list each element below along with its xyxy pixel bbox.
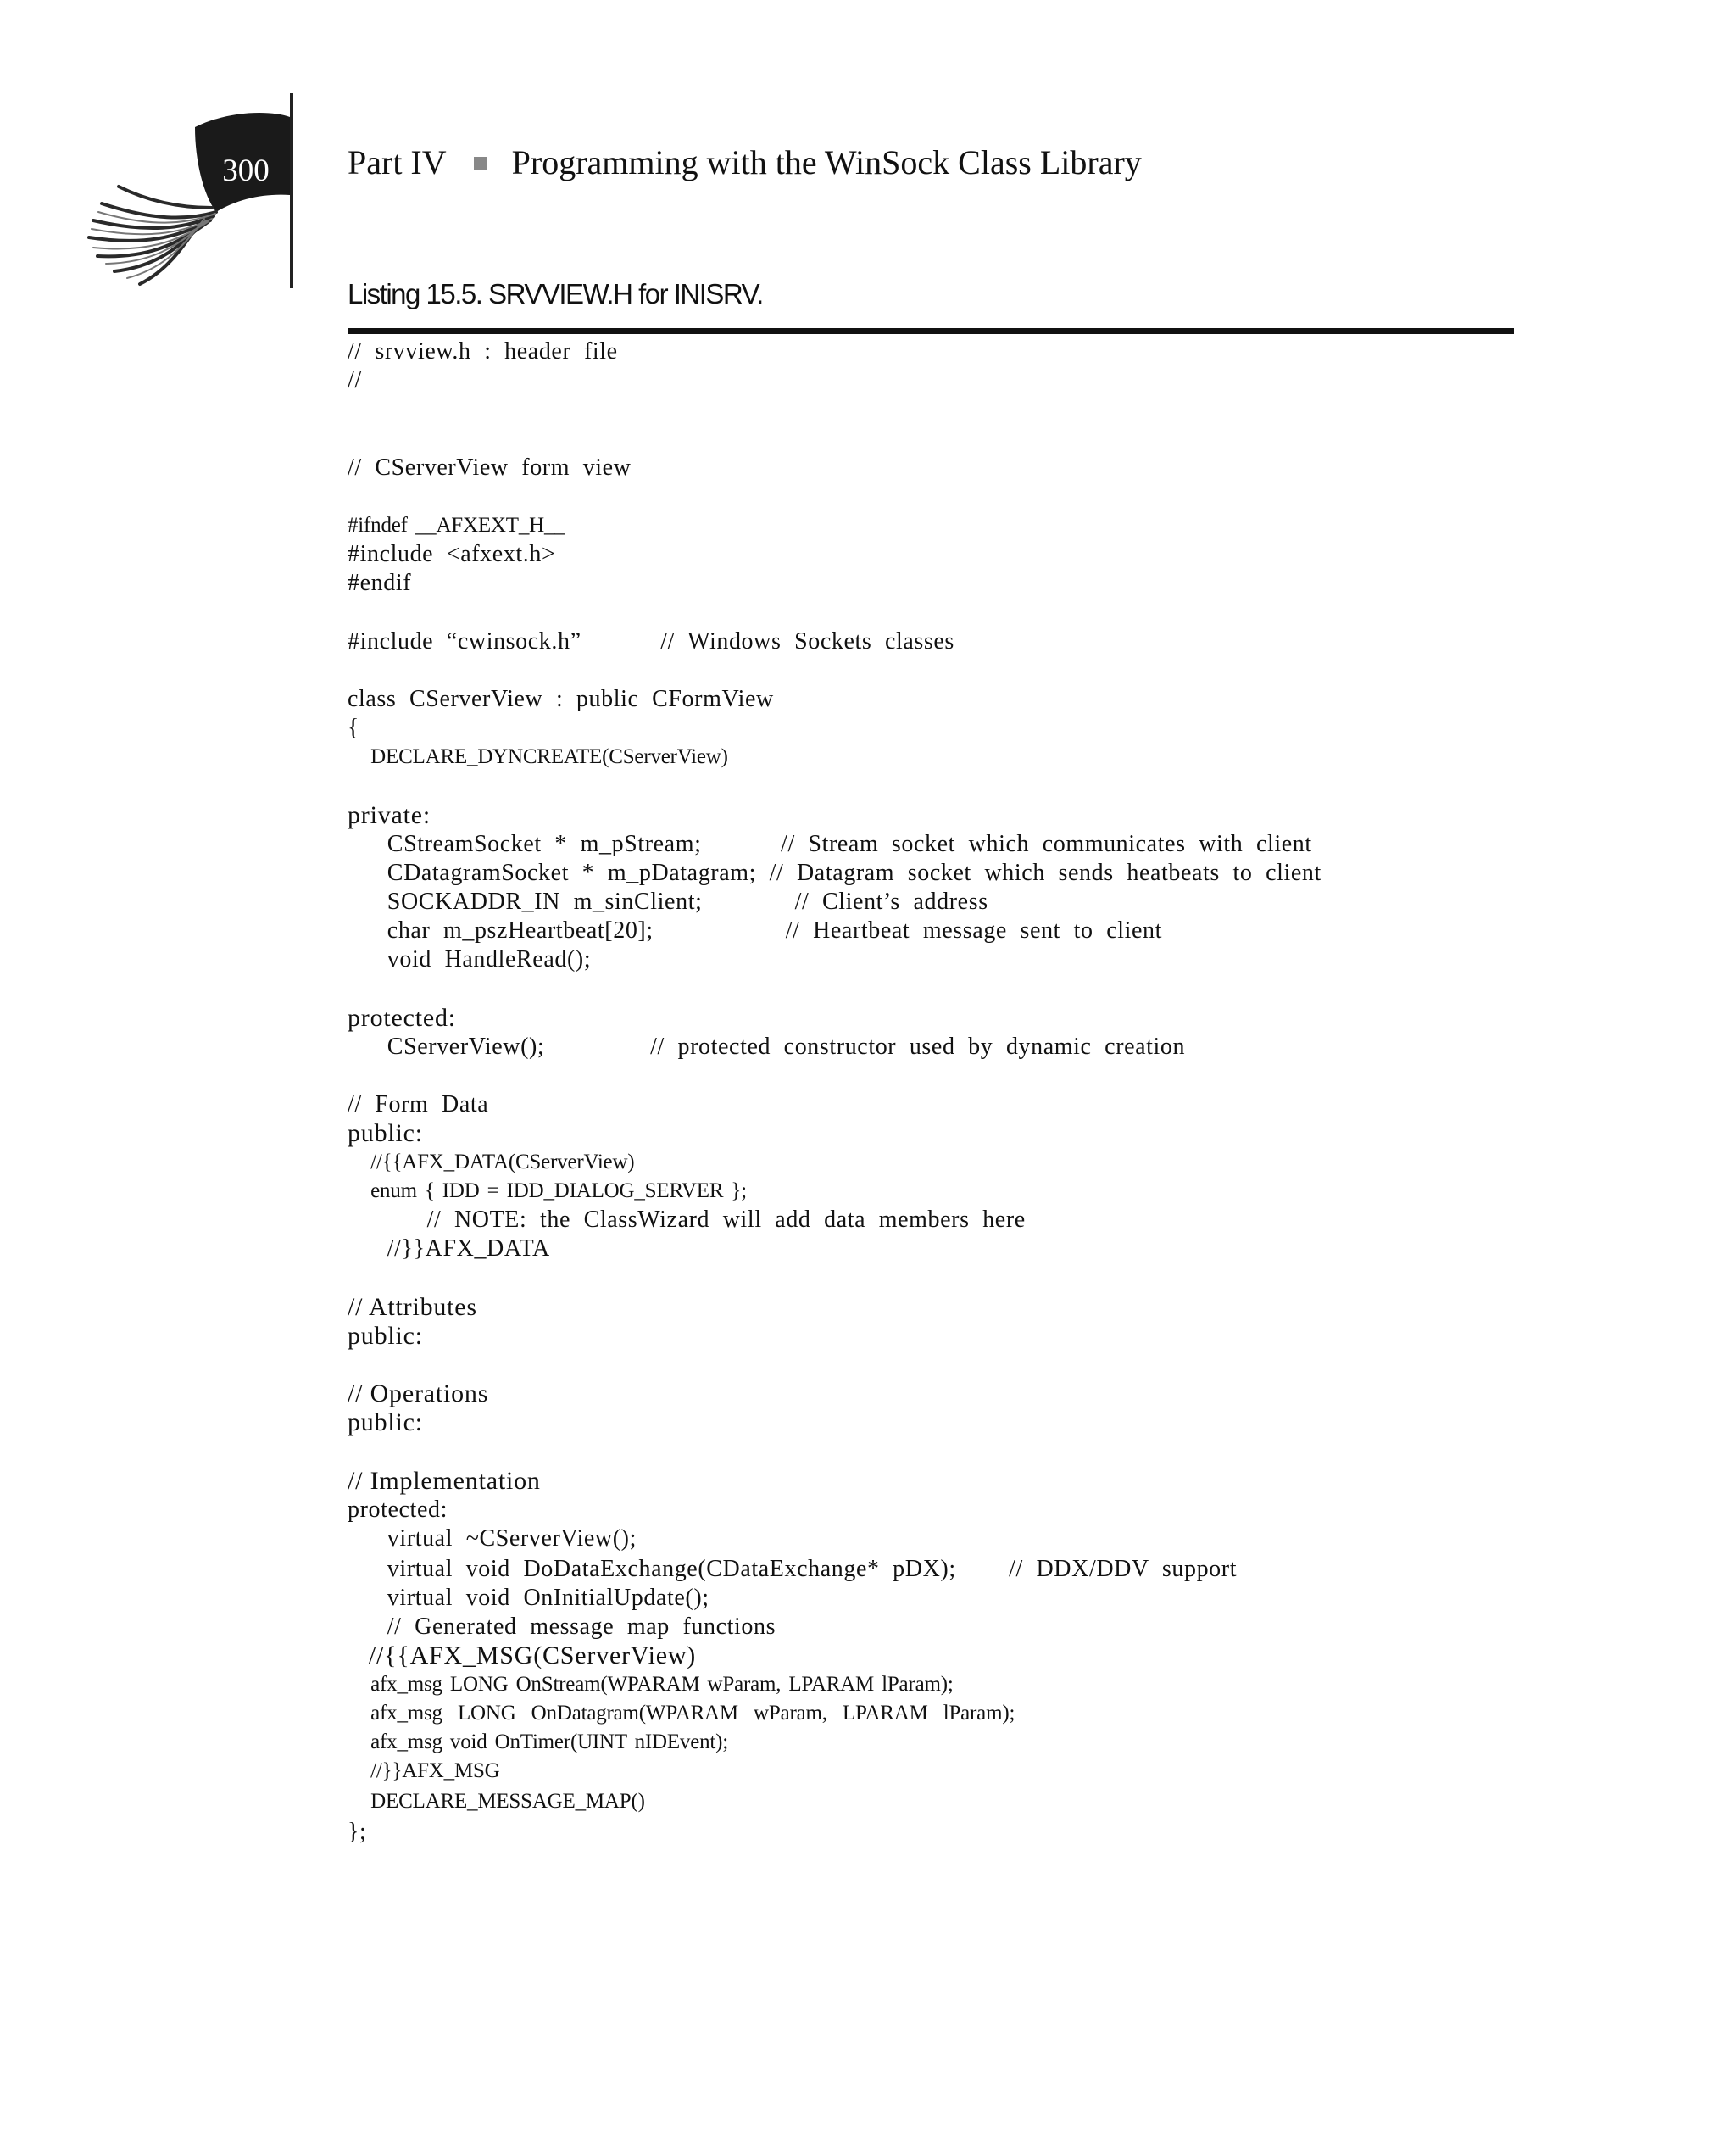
- code-line: afx_msg LONG OnStream(WPARAM wParam, LPARAM lParam);: [348, 1673, 954, 1696]
- code-line: {: [348, 715, 360, 741]
- code-line: #include <afxext.h>: [348, 541, 556, 567]
- code-line: // srvview.h : header file: [348, 338, 618, 365]
- code-line: //}}AFX_MSG: [348, 1759, 500, 1782]
- feather-quill-icon: [68, 93, 322, 297]
- code-line: protected:: [348, 1496, 448, 1523]
- page-header: [0, 0, 1736, 305]
- code-line: // Form Data: [348, 1091, 489, 1117]
- code-line: CDatagramSocket * m_pDatagram; // Datagram socket which sends heatbeats to client: [348, 860, 1321, 886]
- code-line: class CServerView : public CFormView: [348, 686, 774, 712]
- code-line: public:: [348, 1322, 423, 1350]
- code-line: char m_pszHeartbeat[20]; // Heartbeat message sent to client: [348, 917, 1163, 944]
- listing-title: Listing 15.5. SRVVIEW.H for INISRV.: [348, 278, 763, 309]
- code-line: };: [348, 1819, 367, 1845]
- square-bullet-icon: [474, 157, 487, 170]
- code-line: void HandleRead();: [348, 946, 592, 973]
- code-line: // CServerView form view: [348, 454, 632, 481]
- code-line: #ifndef __AFXEXT_H__: [348, 514, 565, 537]
- code-line: //{{AFX_MSG(CServerView): [348, 1641, 697, 1669]
- code-line: private:: [348, 801, 431, 829]
- code-line: virtual void OnInitialUpdate();: [348, 1585, 709, 1611]
- chapter-title: Programming with the WinSock Class Library: [511, 143, 1142, 181]
- listing-rule: [348, 328, 1514, 334]
- code-line: #include “cwinsock.h” // Windows Sockets classes: [348, 628, 954, 655]
- code-line: virtual void DoDataExchange(CDataExchange* pDX); // DDX/DDV support: [348, 1556, 1238, 1582]
- code-line: enum { IDD = IDD_DIALOG_SERVER };: [348, 1179, 747, 1202]
- code-line: // Attributes: [348, 1293, 477, 1321]
- code-line: afx_msg void OnTimer(UINT nIDEvent);: [348, 1731, 729, 1753]
- code-line: SOCKADDR_IN m_sinClient; // Client’s address: [348, 889, 988, 915]
- running-head: [348, 142, 1142, 182]
- code-line: //}}AFX_DATA: [348, 1235, 550, 1262]
- code-line: DECLARE_DYNCREATE(CServerView): [348, 745, 728, 768]
- code-line: protected:: [348, 1004, 456, 1032]
- part-label: Part IV: [348, 143, 447, 181]
- code-line: DECLARE_MESSAGE_MAP(): [348, 1790, 645, 1813]
- code-line: // Operations: [348, 1379, 489, 1407]
- code-line: #endif: [348, 570, 412, 596]
- code-line: public:: [348, 1119, 423, 1147]
- code-line: CServerView(); // protected constructor used by dynamic creation: [348, 1034, 1186, 1060]
- code-line: virtual ~CServerView();: [348, 1525, 637, 1552]
- code-line: public:: [348, 1408, 423, 1436]
- code-line: //: [348, 367, 362, 393]
- code-line: // NOTE: the ClassWizard will add data members here: [348, 1207, 1026, 1233]
- code-line: afx_msg LONG OnDatagram(WPARAM wParam, LPARAM lParam);: [348, 1702, 1015, 1725]
- code-line: // Generated message map functions: [348, 1613, 776, 1640]
- code-line: //{{AFX_DATA(CServerView): [348, 1151, 635, 1173]
- code-line: // Implementation: [348, 1467, 541, 1495]
- code-line: CStreamSocket * m_pStream; // Stream socket which communicates with client: [348, 831, 1312, 857]
- page-number: 300: [222, 153, 270, 188]
